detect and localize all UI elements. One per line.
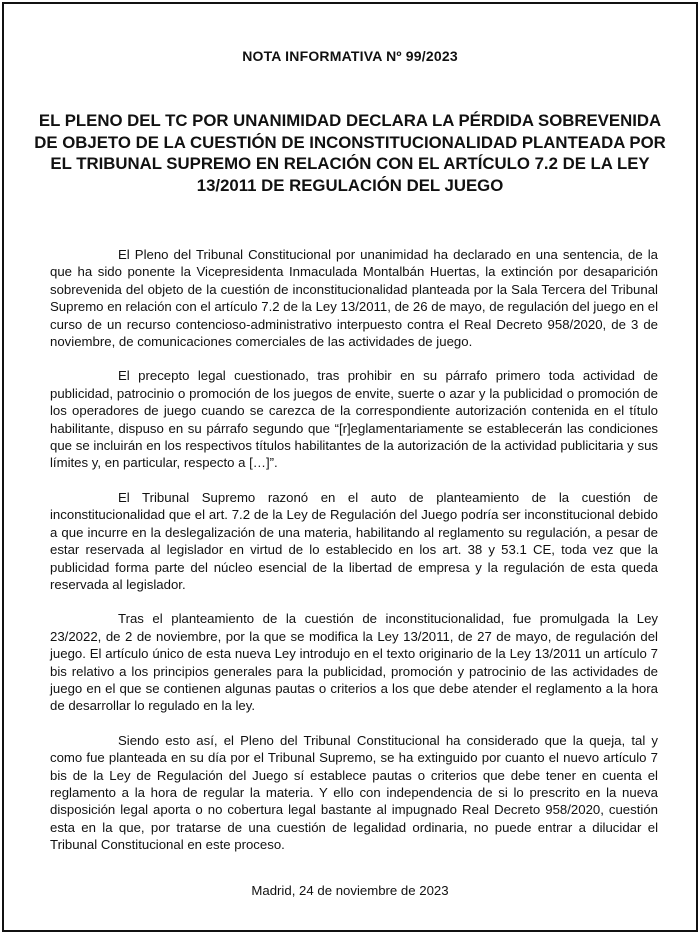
- document-page: [2, 2, 698, 932]
- paragraph: El Pleno del Tribunal Constitucional por unanimidad ha declarado en una sentencia, de la que ha sido ponente la Vicepresidenta Inmaculada Montalbán Huertas, la extinción por desaparición sobrevenida del objeto de la cuestión de inconstitucionalidad planteada por la Sala Tercera del Tribunal Supremo en relación con el artículo 7.2 de la Ley 13/2011, de 26 de mayo, de regulación del juego en el curso de un recurso contencioso-administrativo interpuesto contra el Real Decreto 958/2020, de 3 de noviembre, de comunicaciones comerciales de las actividades de juego.: [50, 247, 658, 350]
- paragraph: El Tribunal Supremo razonó en el auto de planteamiento de la cuestión de inconstitucionalidad que el art. 7.2 de la Ley de Regulación del Juego podría ser inconstitucional debido a que incurre en la deslegalización de una materia, habilitando al reglamento su regulación, a pesar de estar reservada al legislador en virtud de lo establecido en los art. 38 y 53.1 CE, toda vez que la publicidad forma parte del núcleo esencial de la libertad de empresa y la regulación de esta queda reservada al legislador.: [50, 489, 658, 592]
- paragraph: Tras el planteamiento de la cuestión de inconstitucionalidad, fue promulgada la Ley 23/2022, de 2 de noviembre, por la que se modifica la Ley 13/2011, de 27 de mayo, de regulación del juego. El artículo único de esta nueva Ley introdujo en el texto originario de la Ley 13/2011 un artículo 7 bis relativo a los principios generales para la publicidad, promoción y patrocinio de las actividades de juego en el que se contienen algunas pautas o criterios a los que debe atender el reglamento a la hora de desarrollar lo regulado en la ley.: [50, 611, 658, 714]
- press-release-title: EL PLENO DEL TC POR UNANIMIDAD DECLARA LA PÉRDIDA SOBREVENIDA DE OBJETO DE LA CUESTIÓN DE INCONSTITUCIONALIDAD PLANTEADA POR EL TRIBUNAL SUPREMO EN RELACIÓN CON EL ARTÍCULO 7.2 DE LA LEY 13/2011 DE REGULACIÓN DEL JUEGO: [34, 111, 666, 195]
- paragraph: El precepto legal cuestionado, tras prohibir en su párrafo primero toda actividad de publicidad, patrocinio o promoción de los juegos de envite, suerte o azar y la publicidad o promoción de los operadores de juego cuando se carezca de la correspondiente autorización contenida en el título habilitante, dispuso en su párrafo segundo que “[r]eglamentariamente se establecerán las condiciones que se incluirán en los respectivos títulos habilitantes de la autorización de la actividad publicitaria y sus límites y, en particular, respecto a […]”.: [50, 368, 658, 471]
- place-date-footer: Madrid, 24 de noviembre de 2023: [251, 883, 449, 898]
- note-number-heading: NOTA INFORMATIVA Nº 99/2023: [242, 48, 458, 64]
- document-body: [50, 246, 658, 871]
- paragraph: Siendo esto así, el Pleno del Tribunal Constitucional ha considerado que la queja, tal y como fue planteada en su día por el Tribunal Supremo, se ha extinguido por cuanto el nuevo artículo 7 bis de la Ley de Regulación del Juego sí establece pautas o criterios que debe tener en cuenta el reglamento a la hora de regular la materia. Y ello con independencia de si lo prescrito en la nueva disposición legal aporta o no cobertura legal bastante al impugnado Real Decreto 958/2020, cuestión esta en la que, por tratarse de una cuestión de legalidad ordinaria, no puede entrar a dilucidar el Tribunal Constitucional en este proceso.: [50, 732, 658, 853]
